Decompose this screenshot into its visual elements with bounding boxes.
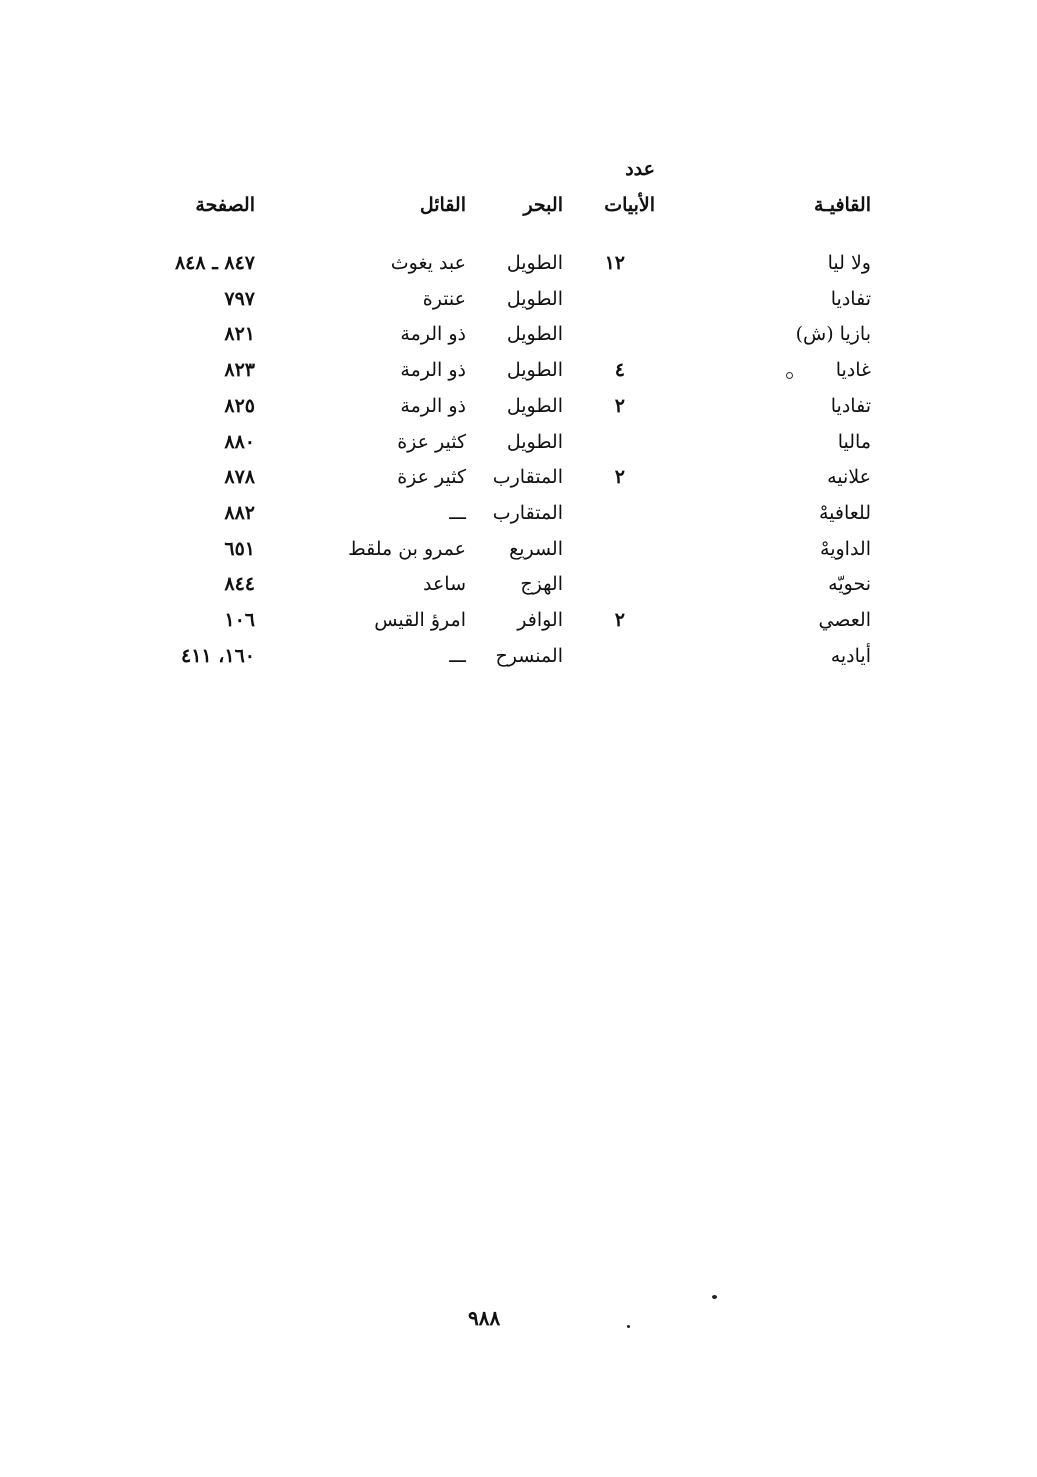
cell-page: ٨٢١ xyxy=(224,323,255,345)
cell-count: ١٢ xyxy=(604,252,625,274)
cell-count: ٢ xyxy=(614,466,625,488)
cell-poet: ذو الرمة xyxy=(400,395,466,417)
cell-page: ٨٢٥ xyxy=(224,395,255,417)
cell-poet: كثير عزة xyxy=(397,466,466,488)
cell-poet: عبد يغوث xyxy=(390,252,466,274)
cell-qafia: تفاديا xyxy=(830,288,871,310)
cell-bahr: المنسرح xyxy=(495,645,563,667)
cell-qafia: نحويّه xyxy=(828,573,871,595)
cell-page: ٨٨٢ xyxy=(224,502,255,524)
cell-count: ٤ xyxy=(614,359,625,381)
cell-qafia: العصي xyxy=(818,609,871,631)
cell-page: ٨٢٣ xyxy=(224,359,255,381)
cell-qafia: ماليا xyxy=(837,431,871,453)
cell-qafia: أياديه xyxy=(830,645,871,667)
cell-qafia: تفاديا xyxy=(830,395,871,417)
page-number: ٩٨٨ xyxy=(468,1306,501,1330)
cell-bahr: الطويل xyxy=(506,431,563,453)
cell-qafia: غاديا xyxy=(835,359,871,381)
cell-bahr: الوافر xyxy=(517,609,563,631)
cell-count: ٢ xyxy=(614,395,625,417)
cell-bahr: الطويل xyxy=(506,395,563,417)
cell-page: ٨٤٤ xyxy=(224,573,255,595)
cell-poet: عنترة xyxy=(422,288,466,310)
cell-poet: ـــ xyxy=(449,645,466,667)
cell-qafia: ولا ليا xyxy=(827,252,871,274)
cell-poet: ذو الرمة xyxy=(400,359,466,381)
speck-mark xyxy=(627,1325,630,1328)
cell-poet: كثير عزة xyxy=(397,431,466,453)
cell-bahr: الطويل xyxy=(506,288,563,310)
dot-mark xyxy=(786,372,793,379)
cell-qafia: الداويهْ xyxy=(820,538,871,560)
cell-page: ٧٩٧ xyxy=(224,288,255,310)
cell-poet: ساعد xyxy=(422,573,466,595)
cell-bahr: المتقارب xyxy=(492,466,563,488)
cell-qafia: علانيه xyxy=(827,466,871,488)
cell-bahr: الهزج xyxy=(520,573,563,595)
cell-page: ١٠٦ xyxy=(224,609,255,631)
cell-count: ٢ xyxy=(614,609,625,631)
cell-bahr: الطويل xyxy=(506,252,563,274)
cell-page: ٦٥١ xyxy=(224,538,255,560)
cell-poet: ـــ xyxy=(449,502,466,524)
cell-bahr: الطويل xyxy=(506,323,563,345)
header-page: الصفحة xyxy=(195,194,255,216)
cell-bahr: المتقارب xyxy=(492,502,563,524)
cell-poet: امرؤ القيس xyxy=(374,609,466,631)
header-count-top: عدد xyxy=(625,158,655,180)
header-count: الأبيات xyxy=(604,194,655,216)
cell-qafia: بازيا (ش) xyxy=(795,323,871,345)
header-qafia: القافيـة xyxy=(813,194,871,216)
cell-bahr: السريع xyxy=(509,538,563,560)
cell-poet: عمرو بن ملقط xyxy=(348,538,466,560)
cell-page: ٨٤٧ ـ ٨٤٨ xyxy=(174,252,255,274)
header-bahr: البحر xyxy=(523,194,563,216)
cell-page: ١٦٠، ٤١١ xyxy=(181,645,255,667)
cell-bahr: الطويل xyxy=(506,359,563,381)
cell-qafia: للعافيهْ xyxy=(818,502,871,524)
header-poet: القائل xyxy=(419,194,466,216)
cell-poet: ذو الرمة xyxy=(400,323,466,345)
cell-page: ٨٨٠ xyxy=(224,431,255,453)
cell-page: ٨٧٨ xyxy=(224,466,255,488)
speck-mark xyxy=(712,1295,717,1299)
